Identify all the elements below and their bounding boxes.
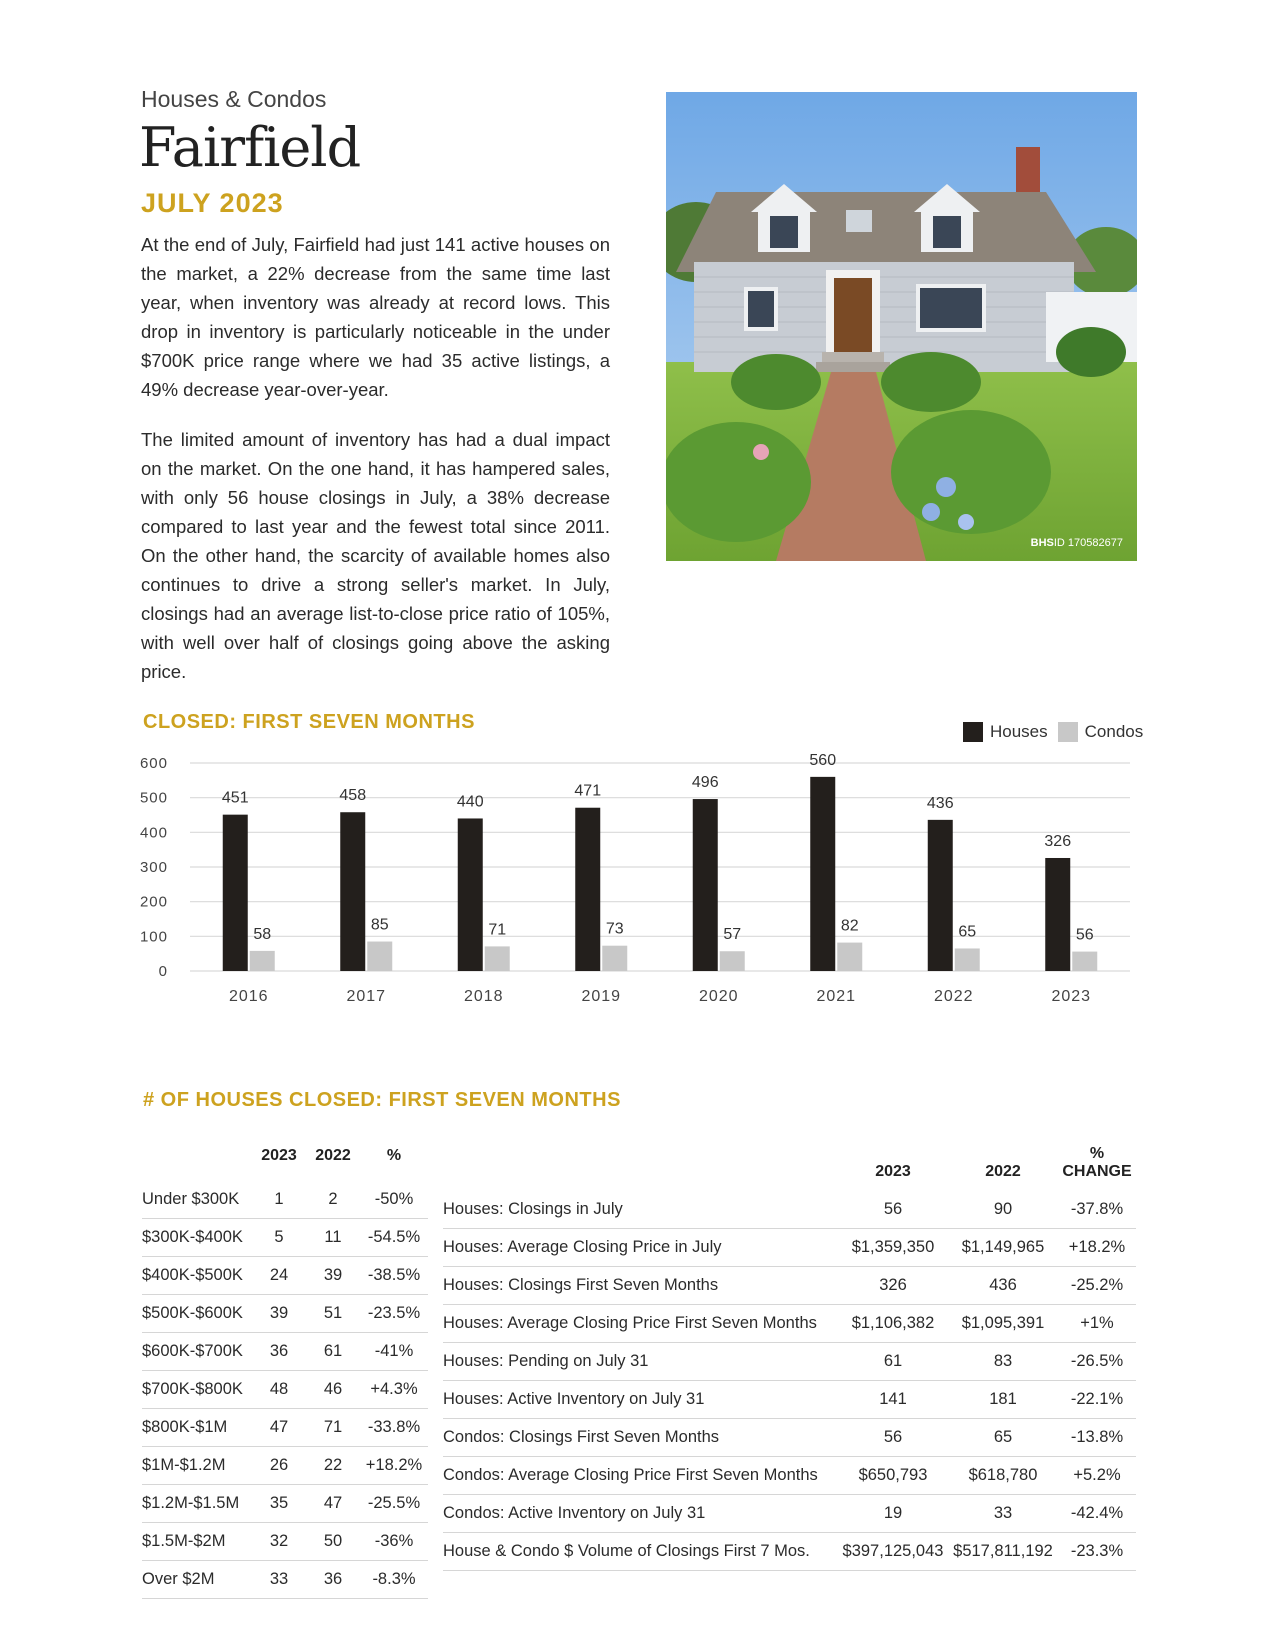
stats-table-row-cell: 65: [948, 1419, 1058, 1457]
houses-bar: [810, 777, 835, 971]
price-table-row-cell: 26: [252, 1447, 306, 1485]
stats-table-row-cell: 90: [948, 1191, 1058, 1229]
price-table-row-cell: -54.5%: [360, 1219, 428, 1257]
price-table-row-cell: Over $2M: [142, 1561, 252, 1599]
stats-col-2023: 2023: [875, 1163, 911, 1180]
price-table-row-cell: -38.5%: [360, 1257, 428, 1295]
price-table-row-cell: 39: [252, 1295, 306, 1333]
stats-table-header: [443, 1119, 1136, 1191]
x-tick-label: 2018: [463, 988, 504, 1005]
condos-data-label: 58: [253, 925, 272, 943]
stats-table-row-cell: Houses: Average Closing Price in July: [443, 1229, 838, 1267]
stats-table-row-cell: 33: [948, 1495, 1058, 1533]
y-tick-label: 500: [139, 789, 168, 807]
price-col-2022: 2022: [315, 1146, 351, 1164]
houses-data-label: 496: [691, 774, 719, 792]
price-table-row: [142, 1485, 428, 1523]
price-table-row-cell: -36%: [360, 1523, 428, 1561]
price-table-row-cell: $500K-$600K: [142, 1295, 252, 1333]
houses-data-label: 560: [809, 751, 837, 769]
stats-table-row-cell: House & Condo $ Volume of Closings First 7 Mos.: [443, 1533, 838, 1571]
x-tick-label: 2021: [816, 988, 857, 1005]
price-table-row: [142, 1219, 428, 1257]
houses-bar: [693, 799, 718, 971]
price-table-row-cell: -50%: [360, 1181, 428, 1219]
price-table-row-cell: 1: [252, 1181, 306, 1219]
price-table-row: [142, 1523, 428, 1561]
stats-table-row: [443, 1343, 1136, 1381]
photo-credit: [1031, 537, 1123, 549]
price-table-row-cell: $700K-$800K: [142, 1371, 252, 1409]
x-tick-label: 2019: [581, 988, 622, 1005]
condos-bar: [250, 951, 275, 971]
stats-table-row-cell: 141: [838, 1381, 948, 1419]
x-tick-label: 2020: [698, 988, 739, 1005]
houses-data-label: 436: [926, 794, 954, 812]
price-table-row-cell: $800K-$1M: [142, 1409, 252, 1447]
y-tick-label: 0: [158, 963, 168, 980]
condos-data-label: 85: [370, 916, 389, 934]
stats-table-row: [443, 1381, 1136, 1419]
stats-col-metric: [443, 1119, 838, 1191]
price-table-row-cell: 36: [252, 1333, 306, 1371]
price-table-row-cell: $1.2M-$1.5M: [142, 1485, 252, 1523]
intro-paragraph-2: The limited amount of inventory has had a dual impact on the market. On the one hand, it has hampered sales, with only 56 house closings in July, a 38% decrease compared to last year and the fewest total since 2011. On the other hand, the scarcity of available homes also continues to drive a strong seller's market. In July, closings had an average list-to-close price ratio of 105%, with well over half of closings going above the asking price.: [141, 429, 610, 682]
price-col-range: [142, 1130, 252, 1181]
stats-table-row-cell: $517,811,192: [948, 1533, 1058, 1571]
price-range-table: [142, 1130, 428, 1599]
stats-table-row-cell: 181: [948, 1381, 1058, 1419]
price-table-row-cell: 47: [306, 1485, 360, 1523]
stats-table-row-cell: Houses: Active Inventory on July 31: [443, 1381, 838, 1419]
stats-table-row-cell: -42.4%: [1058, 1495, 1136, 1533]
price-table-row: [142, 1181, 428, 1219]
price-table-row-cell: 36: [306, 1561, 360, 1599]
price-table-row-cell: 22: [306, 1447, 360, 1485]
stats-table-row-cell: Houses: Closings First Seven Months: [443, 1267, 838, 1305]
stats-table-row-cell: 56: [838, 1419, 948, 1457]
price-table-row: [142, 1447, 428, 1485]
stats-table-row-cell: Condos: Closings First Seven Months: [443, 1419, 838, 1457]
price-table-row-cell: -23.5%: [360, 1295, 428, 1333]
condos-data-label: 56: [1075, 926, 1094, 944]
stats-table-row-cell: 326: [838, 1267, 948, 1305]
y-tick-label: 400: [139, 824, 168, 842]
houses-data-label: 451: [221, 789, 249, 807]
closings-bar-chart: [130, 745, 1140, 1020]
house-photo: [666, 92, 1137, 561]
price-table-row-cell: 50: [306, 1523, 360, 1561]
condos-bar: [1072, 952, 1097, 971]
stats-table-row-cell: -22.1%: [1058, 1381, 1136, 1419]
stats-table-row-cell: $1,359,350: [838, 1229, 948, 1267]
legend-condos: [1058, 722, 1144, 742]
houses-bar: [458, 818, 483, 971]
chart-title: CLOSED: FIRST SEVEN MONTHS: [143, 711, 475, 733]
condos-data-label: 65: [958, 923, 977, 941]
condos-bar: [485, 946, 510, 971]
stats-table-row-cell: -25.2%: [1058, 1267, 1136, 1305]
price-table-row-cell: -25.5%: [360, 1485, 428, 1523]
stats-table-row-cell: $397,125,043: [838, 1533, 948, 1571]
stats-table-row: [443, 1495, 1136, 1533]
houses-data-label: 471: [574, 782, 602, 800]
price-table-header: [142, 1130, 428, 1181]
price-table-row: [142, 1333, 428, 1371]
houses-data-label: 458: [339, 787, 367, 805]
stats-table-row: [443, 1533, 1136, 1571]
photo-credit-prefix: BHS: [1030, 537, 1054, 549]
page-title: Fairfield: [139, 116, 361, 179]
condos-data-label: 71: [488, 921, 507, 939]
stats-table-row-cell: 436: [948, 1267, 1058, 1305]
stats-table-row-cell: $1,106,382: [838, 1305, 948, 1343]
price-table-row-cell: $400K-$500K: [142, 1257, 252, 1295]
report-period: JULY 2023: [141, 188, 284, 218]
stats-table-row: [443, 1229, 1136, 1267]
stats-table-row: [443, 1267, 1136, 1305]
price-table-row: [142, 1409, 428, 1447]
price-table-row-cell: 61: [306, 1333, 360, 1371]
price-table-row-cell: -41%: [360, 1333, 428, 1371]
price-col-2023: 2023: [261, 1146, 297, 1164]
y-tick-label: 100: [139, 928, 168, 946]
chart-legend: [963, 722, 1153, 742]
price-table-row-cell: +4.3%: [360, 1371, 428, 1409]
stats-col-change: [1058, 1119, 1136, 1191]
legend-condos-swatch: [1058, 722, 1078, 742]
condos-bar: [602, 946, 627, 971]
price-table-row-cell: 33: [252, 1561, 306, 1599]
price-table-row-cell: -8.3%: [360, 1561, 428, 1599]
price-table-row: [142, 1561, 428, 1599]
price-table-row-cell: 2: [306, 1181, 360, 1219]
legend-houses: [963, 722, 1048, 742]
y-tick-label: 200: [139, 893, 168, 911]
y-tick-label: 300: [139, 859, 168, 876]
stats-table-row: [443, 1191, 1136, 1229]
stats-table-row-cell: Condos: Active Inventory on July 31: [443, 1495, 838, 1533]
stats-table-row-cell: $1,149,965: [948, 1229, 1058, 1267]
stats-table-row-cell: +18.2%: [1058, 1229, 1136, 1267]
stats-table-row-cell: -23.3%: [1058, 1533, 1136, 1571]
price-table-row-cell: 35: [252, 1485, 306, 1523]
market-stats-table: [443, 1119, 1136, 1571]
price-table-row-cell: 11: [306, 1219, 360, 1257]
houses-bar: [1045, 858, 1070, 971]
stats-table-row: [443, 1457, 1136, 1495]
stats-table-row-cell: 19: [838, 1495, 948, 1533]
stats-table-row-cell: Houses: Pending on July 31: [443, 1343, 838, 1381]
price-table-row-cell: 51: [306, 1295, 360, 1333]
price-table-row-cell: 71: [306, 1409, 360, 1447]
legend-condos-label: Condos: [1084, 722, 1144, 741]
condos-bar: [367, 942, 392, 971]
price-table-row-cell: 32: [252, 1523, 306, 1561]
stats-table-row-cell: +5.2%: [1058, 1457, 1136, 1495]
condos-data-label: 57: [723, 926, 742, 944]
stats-table-row-cell: $1,095,391: [948, 1305, 1058, 1343]
price-table-row-cell: $600K-$700K: [142, 1333, 252, 1371]
stats-table-row-cell: -26.5%: [1058, 1343, 1136, 1381]
houses-bar: [223, 815, 248, 971]
condos-bar: [837, 943, 862, 971]
price-table-row-cell: Under $300K: [142, 1181, 252, 1219]
stats-table-row: [443, 1305, 1136, 1343]
stats-table-row-cell: Condos: Average Closing Price First Seven Months: [443, 1457, 838, 1495]
houses-data-label: 326: [1044, 832, 1072, 850]
photo-credit-id: ID 170582677: [1053, 537, 1123, 549]
condos-data-label: 73: [605, 920, 624, 938]
x-tick-label: 2023: [1051, 988, 1092, 1005]
condos-bar: [720, 951, 745, 971]
price-table-row: [142, 1295, 428, 1333]
stats-col-change-label: CHANGE: [1062, 1163, 1132, 1180]
condos-bar: [955, 948, 980, 971]
stats-table-row-cell: Houses: Closings in July: [443, 1191, 838, 1229]
stats-table-row-cell: +1%: [1058, 1305, 1136, 1343]
price-table-row: [142, 1257, 428, 1295]
x-tick-label: 2022: [933, 988, 974, 1005]
stats-table-row-cell: -37.8%: [1058, 1191, 1136, 1229]
price-table-row-cell: $1M-$1.2M: [142, 1447, 252, 1485]
stats-table-row-cell: Houses: Average Closing Price First Seven Months: [443, 1305, 838, 1343]
stats-table-row-cell: -13.8%: [1058, 1419, 1136, 1457]
price-table-row: [142, 1371, 428, 1409]
price-table-row-cell: 48: [252, 1371, 306, 1409]
y-tick-label: 600: [139, 755, 168, 772]
price-table-row-cell: 46: [306, 1371, 360, 1409]
houses-bar: [340, 812, 365, 971]
price-table-row-cell: 24: [252, 1257, 306, 1295]
houses-data-label: 440: [456, 793, 484, 811]
eyebrow-label: Houses & Condos: [141, 86, 327, 112]
condos-data-label: 82: [840, 917, 859, 935]
intro-paragraph-1: At the end of July, Fairfield had just 141 active houses on the market, a 22% decrease from the same time last year, when inventory was already at record lows. This drop in inventory is particularly noticeable in the under $700K price range where we had 35 active listings, a 49% decrease year-over-year.: [141, 234, 610, 400]
houses-bar: [928, 820, 953, 971]
x-tick-label: 2016: [228, 988, 269, 1005]
price-table-row-cell: 47: [252, 1409, 306, 1447]
houses-bar: [575, 808, 600, 971]
stats-table-row-cell: $650,793: [838, 1457, 948, 1495]
stats-table-row-cell: 83: [948, 1343, 1058, 1381]
stats-table-row: [443, 1419, 1136, 1457]
legend-houses-label: Houses: [990, 722, 1048, 741]
price-table-row-cell: $300K-$400K: [142, 1219, 252, 1257]
price-table-row-cell: $1.5M-$2M: [142, 1523, 252, 1561]
price-table-row-cell: +18.2%: [360, 1447, 428, 1485]
stats-table-row-cell: $618,780: [948, 1457, 1058, 1495]
table-title: # OF HOUSES CLOSED: FIRST SEVEN MONTHS: [143, 1089, 621, 1111]
stats-col-2022: 2022: [985, 1163, 1021, 1180]
price-table-row-cell: 5: [252, 1219, 306, 1257]
stats-table-row-cell: 61: [838, 1343, 948, 1381]
x-tick-label: 2017: [346, 988, 387, 1005]
legend-houses-swatch: [963, 722, 983, 742]
price-table-row-cell: 39: [306, 1257, 360, 1295]
stats-table-row-cell: 56: [838, 1191, 948, 1229]
price-table-row-cell: -33.8%: [360, 1409, 428, 1447]
price-col-pct: %: [386, 1146, 402, 1164]
stats-col-pct-symbol: %: [1089, 1145, 1105, 1162]
